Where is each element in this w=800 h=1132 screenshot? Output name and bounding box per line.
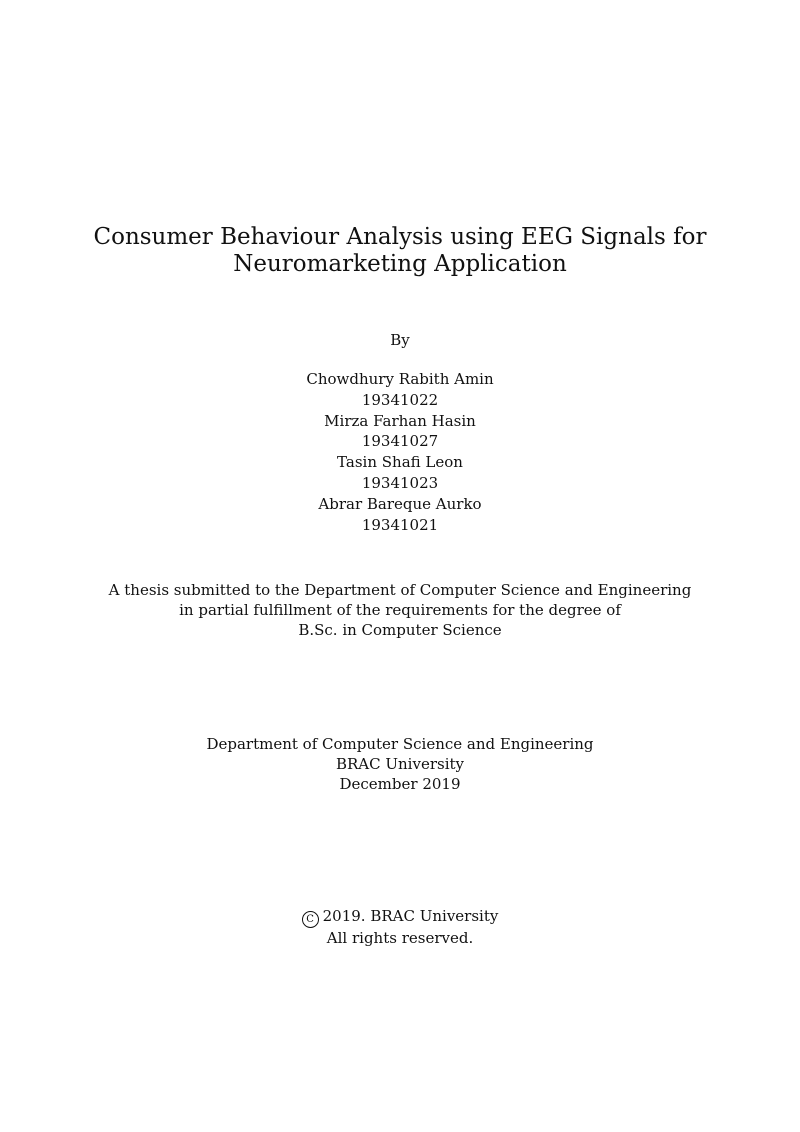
rights-reserved: All rights reserved. <box>326 929 474 947</box>
title-line-2: Neuromarketing Application <box>233 251 567 277</box>
author-list <box>0 369 800 535</box>
thesis-title <box>0 224 800 278</box>
thesis-statement-line-2: in partial fulfillment of the requirements for the degree of <box>179 601 621 619</box>
thesis-statement-line-1: A thesis submitted to the Department of Computer Science and Engineering <box>108 581 692 599</box>
submission-date: December 2019 <box>339 775 461 793</box>
degree-name: B.Sc. in Computer Science <box>298 621 502 639</box>
author-id: 19341027 <box>361 432 439 451</box>
copyright-icon: C <box>302 911 319 928</box>
university-name: BRAC University <box>335 755 464 773</box>
author-name: Tasin Shafi Leon <box>337 453 463 472</box>
author-name: Mirza Farhan Hasin <box>324 411 476 430</box>
title-line-1: Consumer Behaviour Analysis using EEG Signals for <box>93 224 707 250</box>
author-id: 19341022 <box>361 390 439 409</box>
author-name: Chowdhury Rabith Amin <box>306 370 494 388</box>
institution-block <box>0 734 800 794</box>
by-label: By <box>390 331 410 349</box>
copyright-line <box>0 906 800 928</box>
department-name: Department of Computer Science and Engineering <box>206 735 594 753</box>
author-id: 19341023 <box>361 473 439 492</box>
author-id: 19341021 <box>361 515 439 534</box>
author-name: Abrar Bareque Aurko <box>318 494 482 513</box>
copyright-notice <box>0 906 800 948</box>
thesis-statement <box>0 580 800 640</box>
copyright-text: 2019. BRAC University <box>322 907 499 925</box>
